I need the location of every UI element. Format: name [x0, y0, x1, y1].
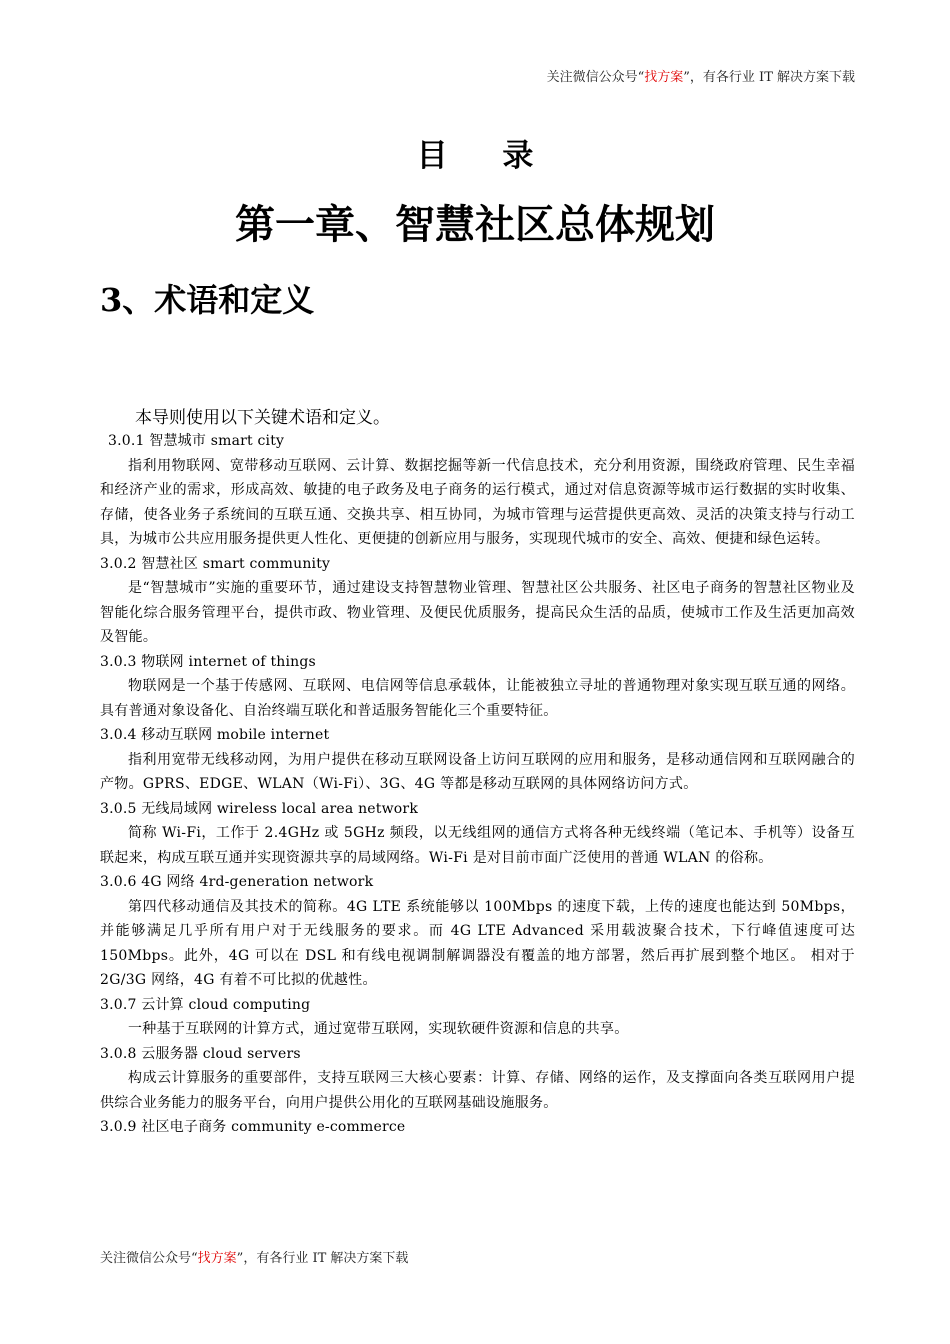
term-heading: 3.0.3 物联网 internet of things	[100, 653, 316, 670]
intro-paragraph: 本导则使用以下关键术语和定义。	[135, 408, 390, 428]
footer-highlight: 找方案	[197, 1251, 237, 1266]
page-footer-note	[100, 1247, 408, 1266]
term-heading: 3.0.2 智慧社区 smart community	[100, 555, 331, 572]
term-definition: 构成云计算服务的重要部件，支持互联网三大核心要素：计算、存储、网络的运作，及支撑面向各类互联网用户提供综合业务能力的服务平台，向用户提供公用化的互联网基础设施服务。	[100, 1070, 855, 1111]
toc-title: 目 录	[416, 138, 556, 174]
section-title: 3、术语和定义	[100, 281, 315, 319]
term-definition: 物联网是一个基于传感网、互联网、电信网等信息承载体，让能被独立寻址的普通物理对象实现互联互通的网络。具有普通对象设备化、自治终端互联化和普适服务智能化三个重要特征。	[100, 678, 855, 719]
term-definition: 是“智慧城市”实施的重要环节，通过建设支持智慧物业管理、智慧社区公共服务、社区电子商务的智慧社区物业及智能化综合服务管理平台，提供市政、物业管理、及便民优质服务，提高民众生活的品质，使城市工作及生活更加高效及智能。	[100, 580, 855, 645]
page-header-note	[547, 66, 855, 85]
term-definition: 简称 Wi-Fi，工作于 2.4GHz 或 5GHz 频段，以无线组网的通信方式将各种无线终端（笔记本、手机等）设备互联起来，构成互联互通并实现资源共享的局域网络。Wi-Fi 是对目前市面广泛使用的普通 WLAN 的俗称。	[100, 825, 855, 866]
term-heading: 3.0.4 移动互联网 mobile internet	[100, 727, 330, 743]
footer-suffix: ”，有各行业 IT 解决方案下载	[236, 1251, 409, 1266]
term-definition: 第四代移动通信及其技术的简称。4G LTE 系统能够以 100Mbps 的速度下载，上传的速度也能达到 50Mbps，并能够满足几乎所有用户对于无线服务的要求。而 4G LTE Advanced 采用载波聚合技术，下行峰值速度可达 150Mbps。此外，4G 可以在 DSL 和有线电视调制解调器没有覆盖的地方部署，然后再扩展到整个地区。 相对于 2G/3G 网络，4G 有着不可比拟的优越性。	[100, 898, 855, 988]
header-prefix: 关注微信公众号“	[546, 70, 645, 85]
term-definition: 一种基于互联网的计算方式，通过宽带互联网，实现软硬件资源和信息的共享。	[128, 1021, 629, 1037]
footer-prefix: 关注微信公众号“	[100, 1251, 198, 1266]
term-definition: 指利用宽带无线移动网，为用户提供在移动互联网设备上访问互联网的应用和服务，是移动通信网和互联网融合的产物。GPRS、EDGE、WLAN（Wi-Fi）、3G、4G 等都是移动互联网的具体网络访问方式。	[100, 751, 855, 792]
terms-list	[100, 429, 855, 1140]
chapter-title: 第一章、智慧社区总体规划	[235, 201, 715, 248]
header-highlight: 找方案	[644, 70, 684, 85]
term-heading: 3.0.7 云计算 cloud computing	[100, 996, 311, 1013]
term-heading: 3.0.8 云服务器 cloud servers	[100, 1045, 301, 1062]
term-heading: 3.0.1 智慧城市 smart city	[108, 433, 285, 449]
term-heading: 3.0.6 4G 网络 4rd-generation network	[100, 874, 374, 890]
term-heading: 3.0.9 社区电子商务 community e-commerce	[100, 1119, 406, 1135]
term-definition: 指利用物联网、宽带移动互联网、云计算、数据挖掘等新一代信息技术，充分利用资源，围绕政府管理、民生幸福和经济产业的需求，形成高效、敏捷的电子政务及电子商务的运行模式，通过对信息资源等城市运行数据的实时收集、存储，使各业务子系统间的互联互通、交换共享、相互协同，为城市管理与运营提供更高效、灵活的决策支持与行动工具，为城市公共应用服务提供更人性化、更便捷的创新应用与服务，实现现代城市的安全、高效、便捷和绿色运转。	[100, 457, 855, 547]
header-suffix: ”，有各行业 IT 解决方案下载	[683, 70, 855, 85]
term-heading: 3.0.5 无线局域网 wireless local area network	[100, 800, 419, 817]
